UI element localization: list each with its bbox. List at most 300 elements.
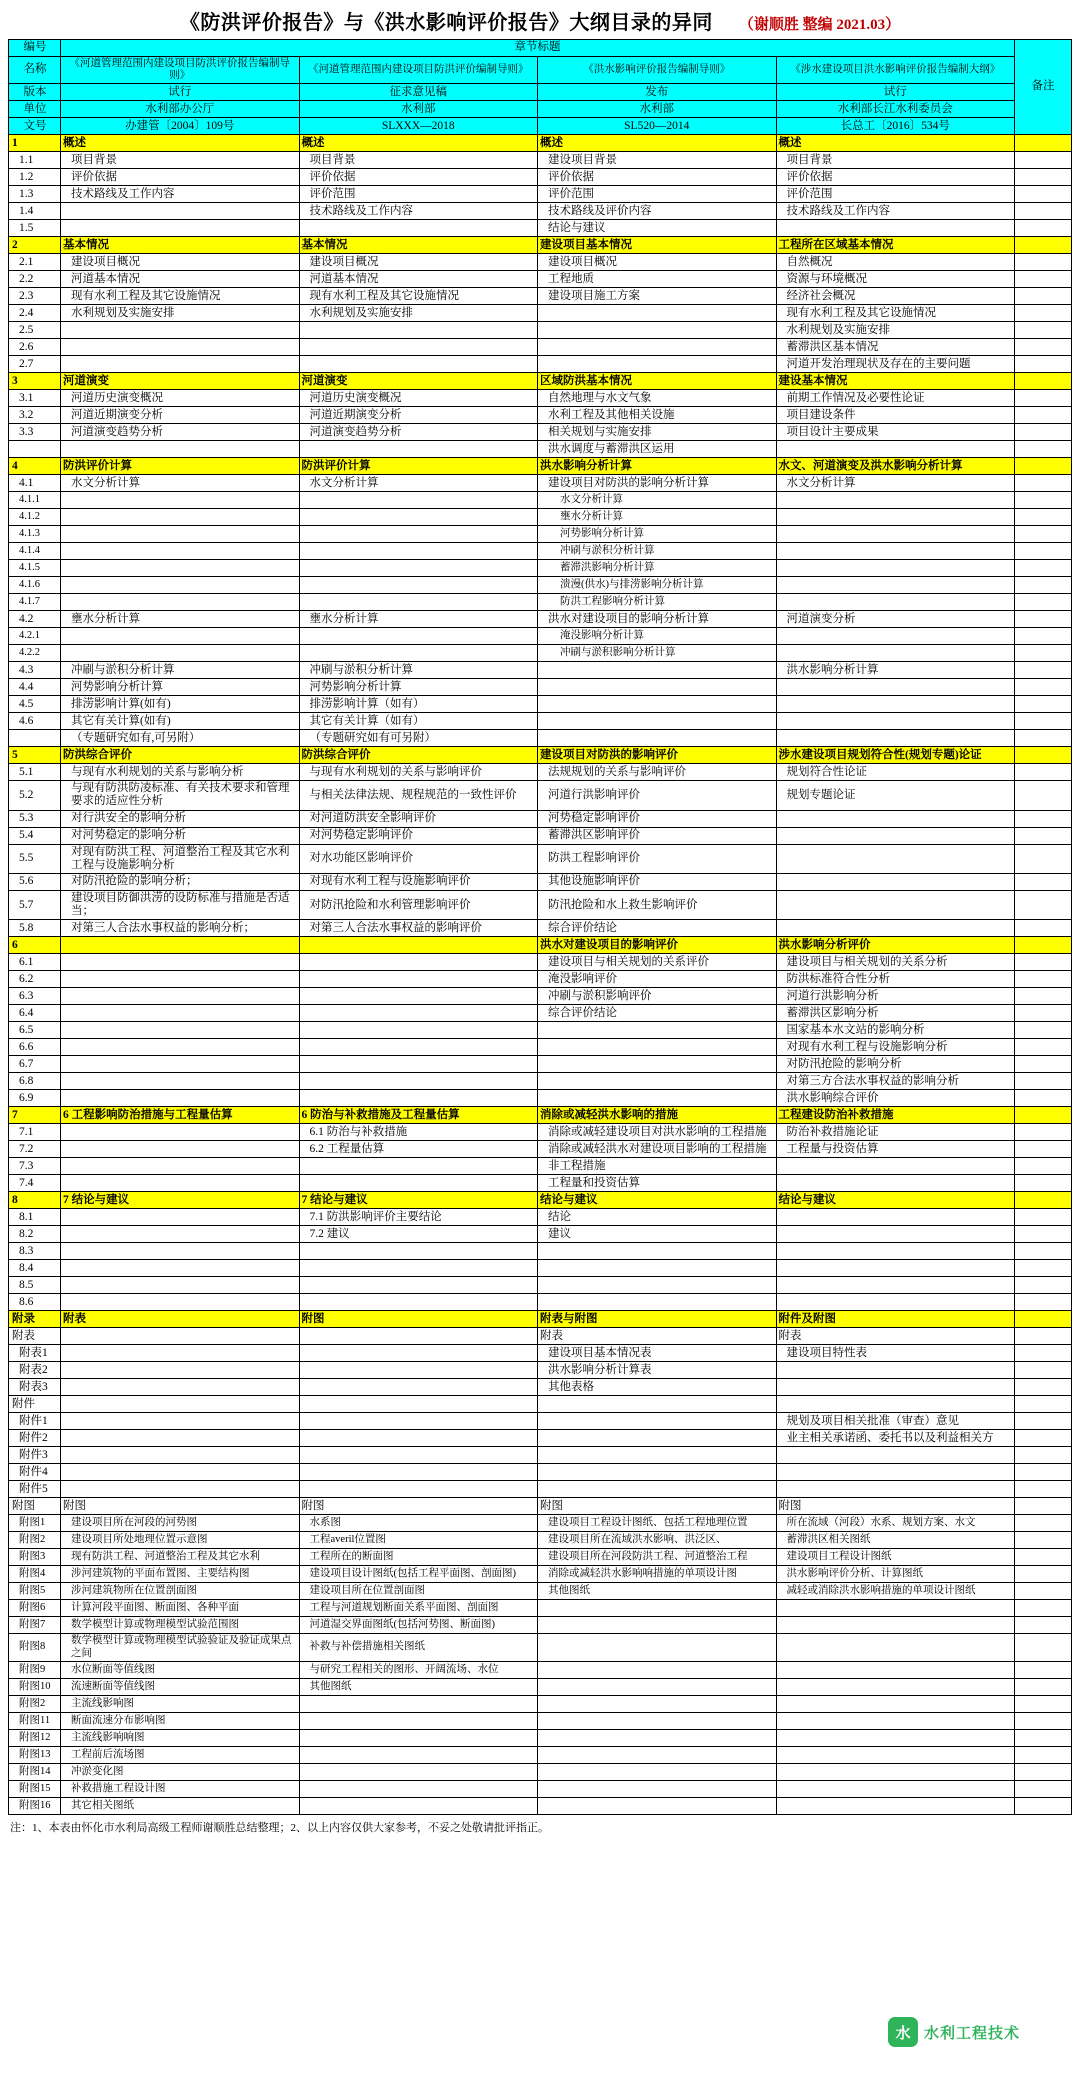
cell-guideline-b [299, 1175, 538, 1192]
table-row [9, 1729, 1072, 1746]
cell-guideline-a: 建设项目防御洪涝的设防标准与措施是否适当； [61, 891, 300, 920]
row-number: 附件1 [9, 1413, 61, 1430]
cell-guideline-a: 工程前后流场图 [61, 1746, 300, 1763]
cell-guideline-b [299, 526, 538, 543]
cell-guideline-b [299, 645, 538, 662]
row-number: 附图14 [9, 1763, 61, 1780]
cell-guideline-d: 洪水影响评价分析、计算图纸 [776, 1566, 1015, 1583]
cell-guideline-b [299, 971, 538, 988]
cell-guideline-c: 防洪工程影响分析计算 [538, 594, 777, 611]
row-number: 6.8 [9, 1073, 61, 1090]
cell-remark [1015, 288, 1072, 305]
cell-remark [1015, 1464, 1072, 1481]
header-cell-c-0: 《洪水影响评价报告编制导则》 [538, 57, 777, 84]
row-number: 附图2 [9, 1532, 61, 1549]
table-row [9, 1379, 1072, 1396]
cell-guideline-c [538, 1678, 777, 1695]
cell-guideline-c: 建设项目概况 [538, 254, 777, 271]
row-number: 1.3 [9, 186, 61, 203]
table-row [9, 509, 1072, 526]
cell-remark [1015, 1763, 1072, 1780]
page-title-editor: （谢顺胜 整编 2021.03） [738, 17, 901, 33]
cell-guideline-b: 河道演变趋势分析 [299, 424, 538, 441]
table-row [9, 1447, 1072, 1464]
cell-guideline-b: 对第三人合法水事权益的影响评价 [299, 920, 538, 937]
cell-guideline-d [776, 543, 1015, 560]
table-row [9, 1413, 1072, 1430]
cell-remark [1015, 1413, 1072, 1430]
header-row-label-1: 版本 [9, 84, 61, 101]
cell-guideline-d [776, 220, 1015, 237]
cell-guideline-c: 洪水影响分析计算表 [538, 1362, 777, 1379]
row-number: 6.6 [9, 1039, 61, 1056]
row-number: 5 [9, 747, 61, 764]
row-number: 附图13 [9, 1746, 61, 1763]
cell-guideline-c: 消除或减轻洪水影响响措施的单项设计图 [538, 1566, 777, 1583]
cell-guideline-c: 建设项目工程设计图纸、包括工程地理位置 [538, 1515, 777, 1532]
cell-guideline-b [299, 594, 538, 611]
cell-remark [1015, 1746, 1072, 1763]
table-row [9, 1226, 1072, 1243]
row-number: 附件2 [9, 1430, 61, 1447]
cell-guideline-a: 水文分析计算 [61, 475, 300, 492]
cell-guideline-b: 现有水利工程及其它设施情况 [299, 288, 538, 305]
row-number: 7.2 [9, 1141, 61, 1158]
row-number: 8.4 [9, 1260, 61, 1277]
table-row [9, 271, 1072, 288]
row-number: 附图10 [9, 1678, 61, 1695]
cell-guideline-c: 河道行洪影响评价 [538, 781, 777, 810]
table-row [9, 356, 1072, 373]
row-number: 4.3 [9, 662, 61, 679]
table-header-subrow [9, 57, 1072, 84]
cell-guideline-a [61, 1243, 300, 1260]
cell-guideline-a: 河道近期演变分析 [61, 407, 300, 424]
cell-remark [1015, 1379, 1072, 1396]
cell-guideline-b [299, 1005, 538, 1022]
cell-guideline-c: 评价依据 [538, 169, 777, 186]
table-row [9, 441, 1072, 458]
cell-guideline-b [299, 220, 538, 237]
cell-guideline-c: 建设项目施工方案 [538, 288, 777, 305]
cell-guideline-d [776, 1481, 1015, 1498]
cell-remark [1015, 1158, 1072, 1175]
cell-guideline-b [299, 1328, 538, 1345]
row-number: 附件5 [9, 1481, 61, 1498]
cell-guideline-a: 冲淤变化图 [61, 1763, 300, 1780]
row-number: 4.5 [9, 696, 61, 713]
cell-guideline-b [299, 1056, 538, 1073]
row-number: 3 [9, 373, 61, 390]
cell-guideline-c [538, 679, 777, 696]
cell-remark [1015, 475, 1072, 492]
cell-guideline-c [538, 1634, 777, 1661]
cell-guideline-a: 断面流速分布影响图 [61, 1712, 300, 1729]
cell-guideline-a [61, 441, 300, 458]
cell-guideline-b: 7 结论与建议 [299, 1192, 538, 1209]
watermark-logo-icon: 水 [888, 2017, 918, 2047]
cell-guideline-b: 评价范围 [299, 186, 538, 203]
cell-guideline-b: 7.2 建议 [299, 1226, 538, 1243]
row-number [9, 441, 61, 458]
row-number: 5.5 [9, 844, 61, 873]
row-number: 附表3 [9, 1379, 61, 1396]
cell-guideline-c [538, 1277, 777, 1294]
cell-remark [1015, 1345, 1072, 1362]
cell-guideline-d [776, 594, 1015, 611]
cell-guideline-a: 排涝影响计算(如有) [61, 696, 300, 713]
table-row [9, 1260, 1072, 1277]
cell-guideline-b [299, 1447, 538, 1464]
cell-guideline-d: 规划专题论证 [776, 781, 1015, 810]
cell-guideline-c: 综合评价结论 [538, 1005, 777, 1022]
cell-remark [1015, 237, 1072, 254]
cell-guideline-c [538, 1481, 777, 1498]
row-number: 3.3 [9, 424, 61, 441]
cell-guideline-d [776, 696, 1015, 713]
cell-guideline-d: 前期工作情况及必要性论证 [776, 390, 1015, 407]
cell-guideline-d [776, 1226, 1015, 1243]
cell-guideline-a: 河道演变 [61, 373, 300, 390]
cell-guideline-a [61, 971, 300, 988]
cell-remark [1015, 730, 1072, 747]
cell-guideline-c [538, 1746, 777, 1763]
cell-guideline-b: 附图 [299, 1311, 538, 1328]
cell-guideline-c [538, 1090, 777, 1107]
row-number: 1.5 [9, 220, 61, 237]
cell-guideline-d: 蓄滞洪区基本情况 [776, 339, 1015, 356]
header-cell-b-0: 《河道管理范围内建设项目防洪评价编制导则》 [299, 57, 538, 84]
cell-remark [1015, 1209, 1072, 1226]
cell-remark [1015, 1430, 1072, 1447]
cell-guideline-d [776, 1175, 1015, 1192]
cell-remark [1015, 254, 1072, 271]
cell-guideline-d [776, 1634, 1015, 1661]
cell-guideline-d [776, 1294, 1015, 1311]
cell-guideline-b [299, 1294, 538, 1311]
cell-guideline-c: 建设项目所在河段防洪工程、河道整治工程 [538, 1549, 777, 1566]
row-number: 1.2 [9, 169, 61, 186]
cell-guideline-d: 评价依据 [776, 169, 1015, 186]
row-number: 附图4 [9, 1566, 61, 1583]
cell-guideline-a [61, 1209, 300, 1226]
cell-guideline-c: 消除或减轻建设项目对洪水影响的工程措施 [538, 1124, 777, 1141]
cell-guideline-a: 水利规划及实施安排 [61, 305, 300, 322]
cell-guideline-d: 附件及附图 [776, 1311, 1015, 1328]
cell-guideline-a: 对第三人合法水事权益的影响分析； [61, 920, 300, 937]
cell-guideline-a [61, 1073, 300, 1090]
table-row [9, 810, 1072, 827]
cell-guideline-c [538, 356, 777, 373]
cell-guideline-c [538, 1430, 777, 1447]
cell-guideline-c: 河势影响分析计算 [538, 526, 777, 543]
cell-guideline-c: 冲刷与淤积影响评价 [538, 988, 777, 1005]
cell-guideline-a: 河势影响分析计算 [61, 679, 300, 696]
cell-guideline-c: 消除或减轻洪水对建设项目影响的工程措施 [538, 1141, 777, 1158]
row-number: 1.4 [9, 203, 61, 220]
cell-guideline-a: 河道基本情况 [61, 271, 300, 288]
table-row [9, 1345, 1072, 1362]
cell-guideline-a [61, 1090, 300, 1107]
cell-guideline-d: 经济社会概况 [776, 288, 1015, 305]
cell-guideline-c: 区域防洪基本情况 [538, 373, 777, 390]
cell-remark [1015, 271, 1072, 288]
cell-guideline-a: 现有防洪工程、河道整治工程及其它水利 [61, 1549, 300, 1566]
cell-remark [1015, 1481, 1072, 1498]
cell-guideline-c [538, 1464, 777, 1481]
column-header-remark: 备注 [1015, 40, 1072, 135]
cell-guideline-b [299, 937, 538, 954]
cell-guideline-d [776, 1763, 1015, 1780]
cell-guideline-b [299, 1022, 538, 1039]
table-row [9, 1022, 1072, 1039]
cell-guideline-c [538, 1294, 777, 1311]
header-cell-c-3: SL520—2014 [538, 118, 777, 135]
table-row [9, 1695, 1072, 1712]
table-row [9, 1141, 1072, 1158]
table-row [9, 1746, 1072, 1763]
cell-guideline-b: 水系图 [299, 1515, 538, 1532]
cell-remark [1015, 594, 1072, 611]
cell-guideline-a: 建设项目概况 [61, 254, 300, 271]
cell-guideline-b [299, 1345, 538, 1362]
cell-guideline-d: 概述 [776, 135, 1015, 152]
cell-remark [1015, 679, 1072, 696]
cell-guideline-b [299, 1712, 538, 1729]
cell-guideline-d: 项目背景 [776, 152, 1015, 169]
table-row [9, 526, 1072, 543]
cell-remark [1015, 509, 1072, 526]
row-number: 4.2.1 [9, 628, 61, 645]
header-cell-c-2: 水利部 [538, 101, 777, 118]
table-row [9, 1515, 1072, 1532]
cell-guideline-a [61, 577, 300, 594]
cell-guideline-a [61, 1022, 300, 1039]
cell-guideline-a: 河道历史演变概况 [61, 390, 300, 407]
cell-guideline-b: 6 防治与补救措施及工程量估算 [299, 1107, 538, 1124]
cell-guideline-c: 建设项目对防洪的影响评价 [538, 747, 777, 764]
cell-guideline-a: 涉河建筑物所在位置剖面图 [61, 1583, 300, 1600]
cell-guideline-a [61, 1413, 300, 1430]
cell-guideline-d [776, 1379, 1015, 1396]
header-row-label-0: 名称 [9, 57, 61, 84]
cell-guideline-a: 主流线影响图 [61, 1695, 300, 1712]
cell-guideline-c: 法规规划的关系与影响评价 [538, 764, 777, 781]
cell-guideline-b: 项目背景 [299, 152, 538, 169]
cell-guideline-a: 6 工程影响防治措施与工程量估算 [61, 1107, 300, 1124]
cell-remark [1015, 1039, 1072, 1056]
cell-guideline-c [538, 1695, 777, 1712]
cell-remark [1015, 1583, 1072, 1600]
cell-guideline-c: 洪水调度与蓄滞洪区运用 [538, 441, 777, 458]
table-row [9, 492, 1072, 509]
cell-guideline-b [299, 560, 538, 577]
cell-guideline-d: 河道演变分析 [776, 611, 1015, 628]
table-row [9, 1090, 1072, 1107]
cell-remark [1015, 1600, 1072, 1617]
row-number: 4.1.5 [9, 560, 61, 577]
table-row [9, 1481, 1072, 1498]
row-number: 1.1 [9, 152, 61, 169]
table-row [9, 1797, 1072, 1814]
cell-guideline-b [299, 1481, 538, 1498]
cell-guideline-b: 工程与河道规划断面关系平面图、剖面图 [299, 1600, 538, 1617]
header-row-label-2: 单位 [9, 101, 61, 118]
cell-guideline-a [61, 220, 300, 237]
cell-guideline-c: 溃漫(供水)与排涝影响分析计算 [538, 577, 777, 594]
table-row [9, 543, 1072, 560]
table-row [9, 237, 1072, 254]
cell-guideline-b: 河势影响分析计算 [299, 679, 538, 696]
cell-guideline-a [61, 954, 300, 971]
table-row [9, 679, 1072, 696]
cell-guideline-d [776, 920, 1015, 937]
cell-guideline-d [776, 628, 1015, 645]
cell-remark [1015, 1090, 1072, 1107]
cell-remark [1015, 220, 1072, 237]
cell-guideline-d: 蓄滞洪区相关图纸 [776, 1532, 1015, 1549]
table-row [9, 1396, 1072, 1413]
cell-guideline-c: 蓄滞洪区影响评价 [538, 827, 777, 844]
cell-remark [1015, 560, 1072, 577]
cell-guideline-a [61, 1141, 300, 1158]
cell-guideline-d: 水利规划及实施安排 [776, 322, 1015, 339]
table-row [9, 1532, 1072, 1549]
cell-guideline-c: 非工程措施 [538, 1158, 777, 1175]
table-row [9, 577, 1072, 594]
table-row [9, 1005, 1072, 1022]
cell-guideline-c: 相关规划与实施安排 [538, 424, 777, 441]
cell-guideline-b [299, 988, 538, 1005]
row-number: 2.1 [9, 254, 61, 271]
cell-guideline-a [61, 1430, 300, 1447]
cell-guideline-d: 评价范围 [776, 186, 1015, 203]
table-row [9, 594, 1072, 611]
row-number: 8.1 [9, 1209, 61, 1226]
row-number: 4.1.2 [9, 509, 61, 526]
row-number: 4.1.6 [9, 577, 61, 594]
cell-guideline-d [776, 560, 1015, 577]
cell-guideline-d: 结论与建议 [776, 1192, 1015, 1209]
cell-guideline-d [776, 1746, 1015, 1763]
cell-guideline-c [538, 1661, 777, 1678]
cell-guideline-c: 建设项目基本情况 [538, 237, 777, 254]
row-number: 附图1 [9, 1515, 61, 1532]
row-number: 附图11 [9, 1712, 61, 1729]
cell-guideline-b [299, 1763, 538, 1780]
cell-guideline-d: 水文、河道演变及洪水影响分析计算 [776, 458, 1015, 475]
table-row [9, 135, 1072, 152]
table-row [9, 288, 1072, 305]
row-number: 4.2.2 [9, 645, 61, 662]
cell-guideline-a [61, 339, 300, 356]
cell-guideline-c: 建设项目所在流域洪水影响、洪泛区、 [538, 1532, 777, 1549]
cell-guideline-a [61, 1039, 300, 1056]
cell-remark [1015, 810, 1072, 827]
cell-guideline-b [299, 1746, 538, 1763]
cell-guideline-a: 7 结论与建议 [61, 1192, 300, 1209]
cell-guideline-a [61, 1158, 300, 1175]
cell-remark [1015, 1515, 1072, 1532]
cell-guideline-a [61, 937, 300, 954]
cell-guideline-b: 防洪评价计算 [299, 458, 538, 475]
cell-remark [1015, 1192, 1072, 1209]
row-number: 附件 [9, 1396, 61, 1413]
table-header-subrow [9, 101, 1072, 118]
table-row [9, 1617, 1072, 1634]
row-number: 5.4 [9, 827, 61, 844]
cell-guideline-b [299, 1090, 538, 1107]
cell-guideline-c [538, 1260, 777, 1277]
row-number: 2.5 [9, 322, 61, 339]
table-row [9, 169, 1072, 186]
cell-remark [1015, 407, 1072, 424]
cell-guideline-d [776, 577, 1015, 594]
cell-guideline-a [61, 1124, 300, 1141]
cell-guideline-a: 计算河段平面图、断面图、各种平面 [61, 1600, 300, 1617]
row-number: 8.6 [9, 1294, 61, 1311]
cell-remark [1015, 135, 1072, 152]
cell-guideline-b: 水文分析计算 [299, 475, 538, 492]
cell-guideline-a: 附图 [61, 1498, 300, 1515]
row-number: 1 [9, 135, 61, 152]
cell-guideline-d: 洪水影响分析计算 [776, 662, 1015, 679]
cell-guideline-c: 淹没影响评价 [538, 971, 777, 988]
cell-guideline-b: 对水功能区影响评价 [299, 844, 538, 873]
row-number: 附图6 [9, 1600, 61, 1617]
row-number: 4.1 [9, 475, 61, 492]
cell-guideline-d [776, 1243, 1015, 1260]
header-cell-a-0: 《河道管理范围内建设项目防洪评价报告编制导则》 [61, 57, 300, 84]
cell-guideline-d [776, 526, 1015, 543]
row-number: 2.6 [9, 339, 61, 356]
cell-guideline-b [299, 1158, 538, 1175]
cell-guideline-b [299, 492, 538, 509]
row-number: 3.1 [9, 390, 61, 407]
cell-guideline-d [776, 713, 1015, 730]
cell-guideline-d [776, 492, 1015, 509]
table-row [9, 1328, 1072, 1345]
cell-guideline-b [299, 1396, 538, 1413]
row-number: 附图8 [9, 1634, 61, 1661]
cell-remark [1015, 781, 1072, 810]
header-cell-c-1: 发布 [538, 84, 777, 101]
cell-guideline-a [61, 1447, 300, 1464]
cell-guideline-c: 建议 [538, 1226, 777, 1243]
cell-guideline-d [776, 874, 1015, 891]
row-number: 6.4 [9, 1005, 61, 1022]
cell-guideline-b: 技术路线及工作内容 [299, 203, 538, 220]
row-number: 5.2 [9, 781, 61, 810]
table-row [9, 1039, 1072, 1056]
row-number: 4.1.3 [9, 526, 61, 543]
row-number: 6.5 [9, 1022, 61, 1039]
cell-guideline-a: 防洪评价计算 [61, 458, 300, 475]
table-row [9, 424, 1072, 441]
cell-guideline-a [61, 1260, 300, 1277]
cell-guideline-b: 河道基本情况 [299, 271, 538, 288]
cell-guideline-a: 附表 [61, 1311, 300, 1328]
cell-remark [1015, 577, 1072, 594]
cell-remark [1015, 1243, 1072, 1260]
table-row [9, 611, 1072, 628]
cell-remark [1015, 1022, 1072, 1039]
cell-remark [1015, 954, 1072, 971]
cell-guideline-b [299, 1729, 538, 1746]
cell-guideline-d [776, 441, 1015, 458]
cell-guideline-c [538, 1729, 777, 1746]
row-number: 4.1.1 [9, 492, 61, 509]
